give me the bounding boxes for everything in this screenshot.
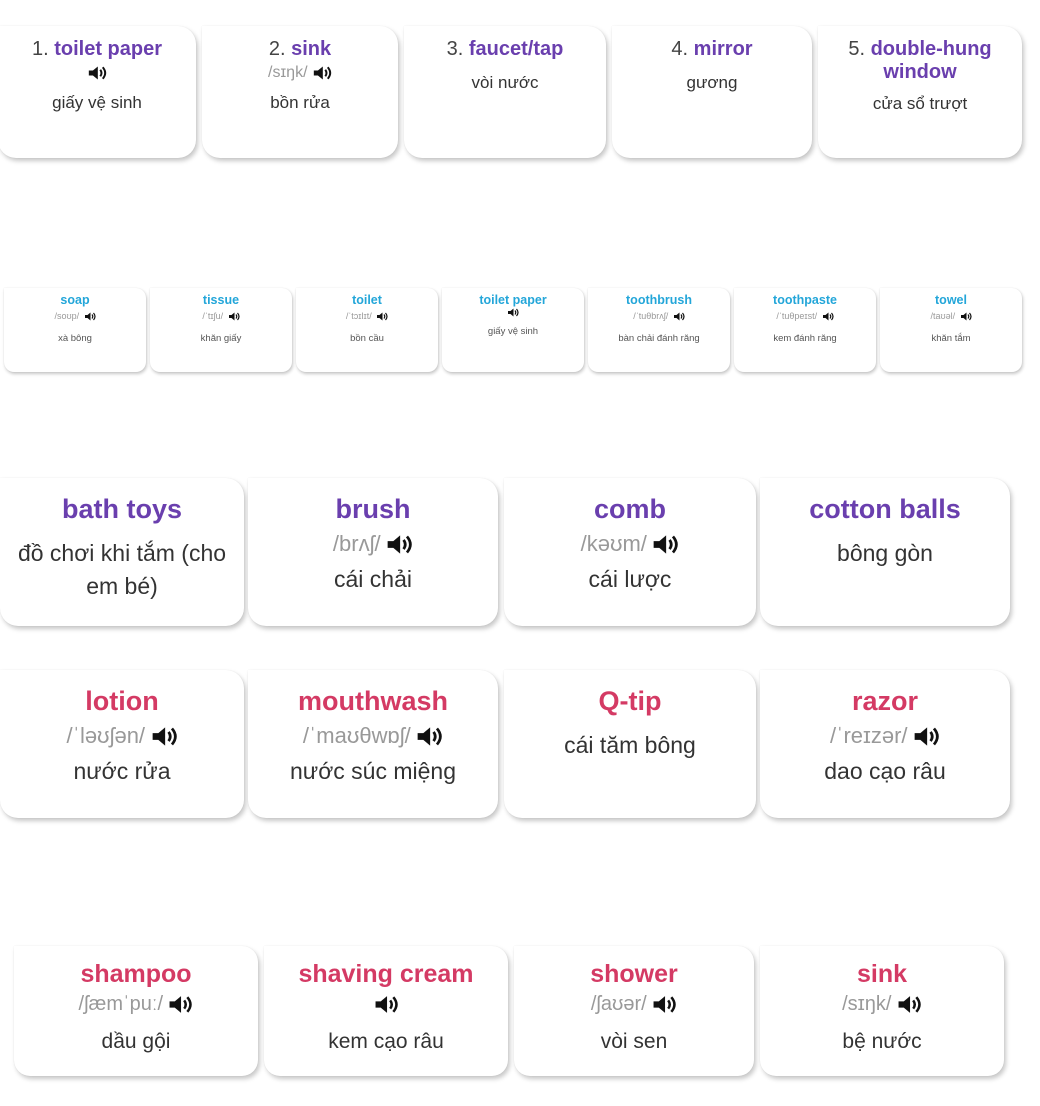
meaning: bàn chải đánh răng (618, 333, 700, 345)
meaning: cái lược (588, 566, 672, 593)
word: sink (856, 960, 908, 988)
vocab-card[interactable] (202, 26, 398, 158)
meaning: dầu gội (101, 1029, 171, 1053)
row-1 (0, 26, 1022, 158)
meaning: nước rửa (73, 758, 171, 785)
word: double-hung window (870, 38, 992, 83)
word: cotton balls (809, 494, 961, 524)
speaker-icon[interactable] (896, 993, 922, 1016)
word-heading (32, 38, 162, 61)
meaning: bệ nước (842, 1029, 922, 1053)
vocab-card[interactable] (296, 288, 438, 372)
meaning: nước súc miệng (290, 758, 456, 785)
vocab-card[interactable] (760, 478, 1010, 626)
vocab-card[interactable] (818, 26, 1022, 158)
phonetic: /ˈtuθbrʌʃ/ (633, 311, 669, 322)
word: toothpaste (773, 293, 837, 307)
item-number: 1. (31, 38, 49, 60)
meaning: cửa sổ trượt (872, 94, 968, 113)
vocab-card[interactable] (504, 670, 756, 818)
word: towel (935, 293, 967, 307)
speaker-icon[interactable] (651, 532, 679, 557)
word: toilet (352, 293, 382, 307)
vocab-card[interactable] (442, 288, 584, 372)
word: lotion (85, 686, 159, 716)
meaning: đồ chơi khi tắm (cho em bé) (17, 540, 227, 600)
word: brush (335, 494, 411, 524)
phonetic: /kəʊm/ (580, 531, 647, 557)
vocab-card[interactable] (248, 670, 498, 818)
vocab-card[interactable] (0, 26, 196, 158)
phonetic: /ˈtuθpeɪst/ (776, 311, 818, 322)
speaker-icon[interactable] (373, 993, 399, 1016)
speaker-icon[interactable] (673, 311, 685, 322)
meaning: kem cạo râu (328, 1029, 444, 1053)
speaker-icon[interactable] (507, 307, 519, 318)
word-heading (269, 38, 331, 61)
vocab-card[interactable] (0, 670, 244, 818)
speaker-icon[interactable] (167, 993, 193, 1016)
vocab-card[interactable] (150, 288, 292, 372)
vocab-card[interactable] (264, 946, 508, 1076)
vocab-card[interactable] (514, 946, 754, 1076)
word: mirror (693, 38, 753, 60)
vocab-card[interactable] (0, 478, 244, 626)
speaker-icon[interactable] (651, 993, 677, 1016)
speaker-icon[interactable] (312, 64, 332, 82)
word: toothbrush (626, 293, 692, 307)
meaning: kem đánh răng (773, 333, 837, 345)
word: toilet paper (54, 38, 163, 60)
phonetic: /brʌʃ/ (332, 531, 381, 557)
meaning: xà bông (58, 333, 92, 345)
word: mouthwash (297, 686, 448, 716)
meaning: giấy vệ sinh (487, 326, 539, 338)
word: sink (291, 38, 332, 60)
vocab-card[interactable] (4, 288, 146, 372)
row-3 (0, 478, 1010, 626)
word: faucet/tap (468, 38, 564, 60)
vocab-card[interactable] (504, 478, 756, 626)
meaning: cái chải (334, 566, 412, 593)
vocab-card[interactable] (248, 478, 498, 626)
word: toilet paper (479, 293, 547, 307)
word-heading (830, 38, 1010, 84)
phonetic: /ˈtɔɪlɪt/ (345, 311, 372, 322)
vocab-card[interactable] (760, 946, 1004, 1076)
word-heading (671, 38, 752, 61)
speaker-icon[interactable] (912, 724, 940, 749)
word: Q-tip (598, 686, 662, 716)
word: tissue (202, 293, 240, 307)
item-number: 3. (446, 38, 464, 60)
speaker-icon[interactable] (385, 532, 413, 557)
phonetic: /ˈtɪʃu/ (202, 311, 224, 322)
item-number: 5. (848, 38, 866, 60)
phonetic: /sɪŋk/ (842, 992, 892, 1015)
meaning: cái tăm bông (564, 732, 696, 759)
row-5 (14, 946, 1004, 1076)
vocab-card[interactable] (588, 288, 730, 372)
vocab-card[interactable] (404, 26, 606, 158)
vocab-card[interactable] (14, 946, 258, 1076)
speaker-icon[interactable] (415, 724, 443, 749)
phonetic: /taʊəl/ (930, 311, 956, 322)
speaker-icon[interactable] (87, 64, 107, 82)
meaning: khăn giấy (200, 333, 242, 345)
item-number: 2. (268, 38, 286, 60)
speaker-icon[interactable] (228, 311, 240, 322)
phonetic: /ˈreɪzər/ (830, 723, 908, 749)
phonetic: /ʃaʊər/ (590, 992, 647, 1015)
meaning: dao cạo râu (824, 758, 946, 785)
speaker-icon[interactable] (960, 311, 972, 322)
meaning: vòi sen (600, 1029, 668, 1053)
meaning: khăn tắm (931, 333, 971, 345)
phonetic: /ʃæmˈpuː/ (78, 992, 163, 1015)
word: shower (590, 960, 678, 988)
row-4 (0, 670, 1010, 818)
row-2 (4, 288, 1022, 372)
phonetic: /soʊp/ (54, 311, 80, 322)
word: comb (593, 494, 666, 524)
word: shampoo (80, 960, 192, 988)
vocab-card[interactable] (760, 670, 1010, 818)
meaning: vòi nước (471, 73, 539, 92)
phonetic: /sɪŋk/ (268, 64, 308, 81)
speaker-icon[interactable] (376, 311, 388, 322)
meaning: gương (686, 73, 738, 92)
word-heading (447, 38, 564, 61)
meaning: giấy vệ sinh (52, 93, 142, 112)
word: shaving cream (298, 960, 474, 988)
speaker-icon[interactable] (822, 311, 834, 322)
meaning: bồn rửa (270, 93, 330, 112)
phonetic: /ˈmaʊθwɒʃ/ (302, 723, 411, 749)
meaning: bồn cầu (350, 333, 384, 345)
word: bath toys (61, 494, 182, 524)
meaning: bông gòn (837, 540, 933, 567)
speaker-icon[interactable] (84, 311, 96, 322)
vocab-card[interactable] (612, 26, 812, 158)
phonetic: /ˈləʊʃən/ (66, 723, 146, 749)
speaker-icon[interactable] (150, 724, 178, 749)
vocab-card[interactable] (734, 288, 876, 372)
vocab-card[interactable] (880, 288, 1022, 372)
word: soap (60, 293, 90, 307)
word: razor (851, 686, 919, 716)
item-number: 4. (671, 38, 689, 60)
